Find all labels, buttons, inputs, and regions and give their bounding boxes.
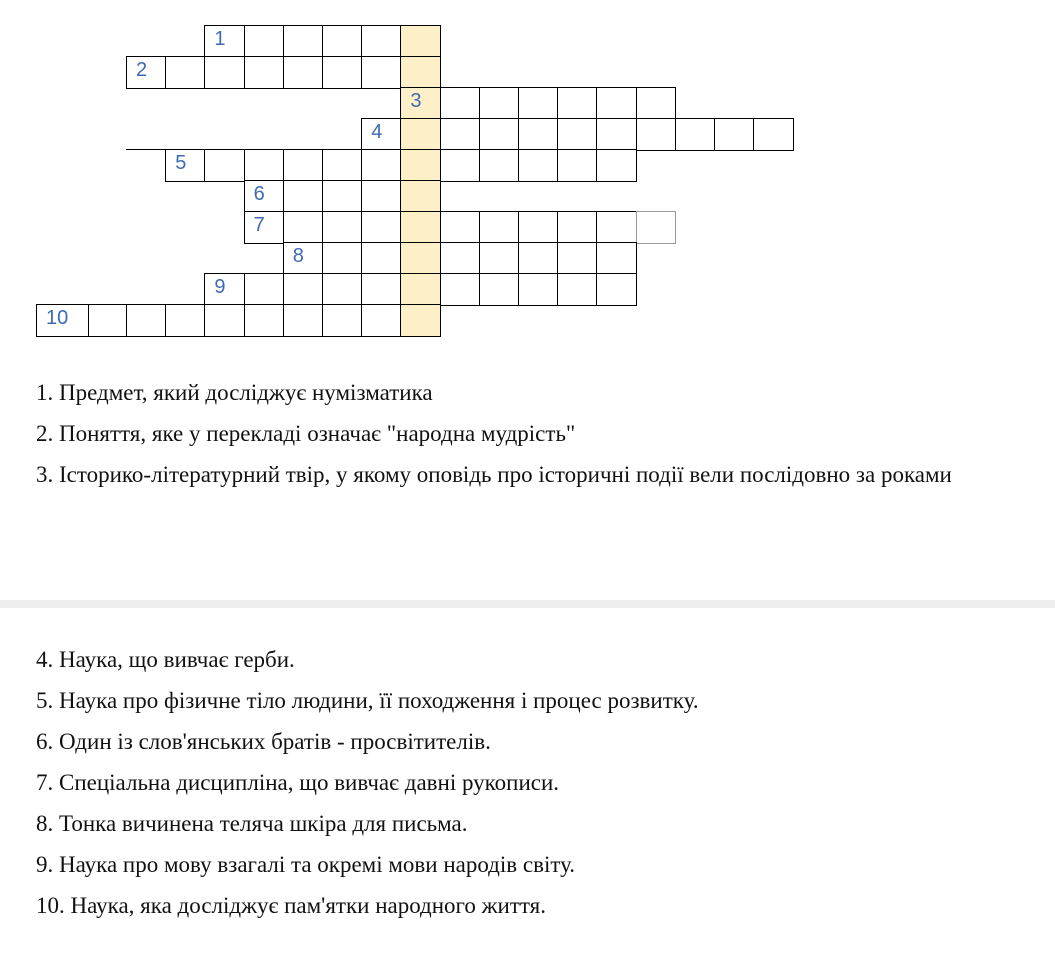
crossword-cell[interactable]	[244, 273, 285, 306]
clue-number-label: 3	[410, 90, 422, 112]
grid-line-stub	[126, 149, 166, 150]
crossword-key-cell[interactable]	[400, 180, 441, 213]
crossword-cell[interactable]	[557, 87, 598, 120]
crossword-cell[interactable]	[244, 25, 285, 58]
crossword-cell[interactable]	[36, 304, 90, 337]
crossword-cell[interactable]	[283, 56, 324, 89]
clue-number-label: 8	[292, 245, 304, 267]
crossword-cell[interactable]	[479, 242, 520, 275]
clue-number-label: 5	[175, 152, 187, 174]
clue-2: 2. Поняття, яке у перекладі означає "народна мудрість"	[36, 421, 576, 446]
crossword-cell[interactable]	[596, 149, 637, 182]
crossword-cell[interactable]	[557, 118, 598, 151]
crossword-cell[interactable]	[283, 304, 324, 337]
crossword-cell[interactable]	[165, 304, 206, 337]
crossword-grid	[0, 0, 800, 345]
crossword-cell[interactable]	[440, 242, 481, 275]
crossword-cell[interactable]	[165, 149, 206, 182]
crossword-key-cell[interactable]	[400, 118, 441, 151]
crossword-cell[interactable]	[88, 304, 128, 337]
clue-number-label: 2	[136, 59, 148, 81]
clue-3: 3. Історико-літературний твір, у якому оповідь про історичні події вели послідовно за роками	[36, 462, 952, 487]
crossword-cell[interactable]	[557, 242, 598, 275]
crossword-cell[interactable]	[126, 56, 167, 89]
crossword-cell[interactable]	[557, 149, 598, 182]
crossword-cell[interactable]	[440, 87, 481, 120]
crossword-cell[interactable]	[518, 149, 559, 182]
crossword-cell[interactable]	[361, 56, 402, 89]
crossword-cell[interactable]	[596, 87, 637, 120]
crossword-cell[interactable]	[322, 273, 363, 306]
crossword-cell[interactable]	[204, 25, 245, 58]
crossword-cell[interactable]	[479, 87, 520, 120]
crossword-cell[interactable]	[283, 180, 324, 213]
crossword-cell[interactable]	[244, 56, 285, 89]
crossword-cell[interactable]	[596, 273, 637, 306]
crossword-cell[interactable]	[361, 180, 402, 213]
crossword-cell[interactable]	[244, 211, 285, 244]
crossword-cell[interactable]	[204, 56, 245, 89]
clue-1: 1. Предмет, який досліджує нумізматика	[36, 380, 433, 405]
crossword-key-cell[interactable]	[400, 87, 441, 120]
clue-number-label: 9	[214, 276, 226, 298]
crossword-cell[interactable]	[440, 273, 481, 306]
crossword-cell[interactable]	[753, 118, 794, 151]
clue-6: 6. Один із слов'янських братів - просвітителів.	[36, 729, 491, 754]
crossword-cell[interactable]	[244, 149, 285, 182]
crossword-cell[interactable]	[479, 211, 520, 244]
crossword-cell[interactable]	[244, 304, 285, 337]
crossword-cell[interactable]	[596, 118, 637, 151]
crossword-cell[interactable]	[440, 211, 481, 244]
crossword-cell[interactable]	[126, 304, 167, 337]
crossword-cell[interactable]	[361, 211, 402, 244]
crossword-cell[interactable]	[440, 149, 481, 182]
crossword-cell[interactable]	[244, 180, 285, 213]
crossword-cell[interactable]	[636, 118, 677, 151]
crossword-key-cell[interactable]	[400, 242, 441, 275]
crossword-cell[interactable]	[479, 118, 520, 151]
crossword-cell[interactable]	[636, 211, 677, 244]
crossword-cell[interactable]	[518, 118, 559, 151]
crossword-key-cell[interactable]	[400, 304, 441, 337]
clue-number-label: 6	[253, 183, 265, 205]
clue-4: 4. Наука, що вивчає герби.	[36, 647, 295, 672]
crossword-key-cell[interactable]	[400, 211, 441, 244]
crossword-cell[interactable]	[361, 273, 402, 306]
crossword-cell[interactable]	[596, 211, 637, 244]
crossword-cell[interactable]	[675, 118, 716, 151]
crossword-cell[interactable]	[557, 273, 598, 306]
crossword-cell[interactable]	[518, 211, 559, 244]
crossword-cell[interactable]	[714, 118, 755, 151]
crossword-cell[interactable]	[596, 242, 637, 275]
crossword-cell[interactable]	[479, 149, 520, 182]
crossword-cell[interactable]	[322, 304, 363, 337]
crossword-cell[interactable]	[322, 25, 363, 58]
crossword-cell[interactable]	[283, 25, 324, 58]
clue-number-label: 4	[371, 121, 383, 143]
crossword-cell[interactable]	[322, 211, 363, 244]
crossword-cell[interactable]	[283, 273, 324, 306]
crossword-cell[interactable]	[361, 304, 402, 337]
clue-number-label: 1	[214, 28, 226, 50]
clues-list-part-2	[36, 639, 1045, 926]
crossword-cell[interactable]	[361, 149, 402, 182]
crossword-cell[interactable]	[322, 56, 363, 89]
crossword-cell[interactable]	[283, 211, 324, 244]
crossword-cell[interactable]	[361, 242, 402, 275]
clue-7: 7. Спеціальна дисципліна, що вивчає давні рукописи.	[36, 770, 560, 795]
crossword-key-cell[interactable]	[400, 273, 441, 306]
clue-10: 10. Наука, яка досліджує пам'ятки народного життя.	[36, 893, 546, 918]
crossword-key-cell[interactable]	[400, 25, 441, 58]
crossword-cell[interactable]	[283, 242, 324, 275]
crossword-cell[interactable]	[479, 273, 520, 306]
crossword-cell[interactable]	[557, 211, 598, 244]
crossword-cell[interactable]	[322, 149, 363, 182]
crossword-cell[interactable]	[518, 87, 559, 120]
crossword-cell[interactable]	[322, 242, 363, 275]
crossword-cell[interactable]	[361, 118, 402, 151]
crossword-cell[interactable]	[322, 180, 363, 213]
crossword-cell[interactable]	[204, 304, 245, 337]
crossword-cell[interactable]	[361, 25, 402, 58]
crossword-cell[interactable]	[204, 149, 245, 182]
clue-5: 5. Наука про фізичне тіло людини, її походження і процес розвитку.	[36, 688, 699, 713]
crossword-cell[interactable]	[518, 242, 559, 275]
section-divider	[0, 600, 1055, 608]
crossword-key-cell[interactable]	[400, 56, 441, 89]
crossword-cell[interactable]	[636, 87, 677, 120]
clue-9: 9. Наука про мову взагалі та окремі мови народів світу.	[36, 852, 576, 877]
crossword-cell[interactable]	[440, 118, 481, 151]
clue-number-label: 10	[46, 307, 69, 329]
clues-list-part-1	[36, 372, 1045, 495]
clue-8: 8. Тонка вичинена теляча шкіра для письма.	[36, 811, 468, 836]
crossword-cell[interactable]	[518, 273, 559, 306]
clue-number-label: 7	[253, 214, 265, 236]
crossword-cell[interactable]	[204, 273, 245, 306]
crossword-cell[interactable]	[165, 56, 206, 89]
crossword-key-cell[interactable]	[400, 149, 441, 182]
crossword-cell[interactable]	[283, 149, 324, 182]
